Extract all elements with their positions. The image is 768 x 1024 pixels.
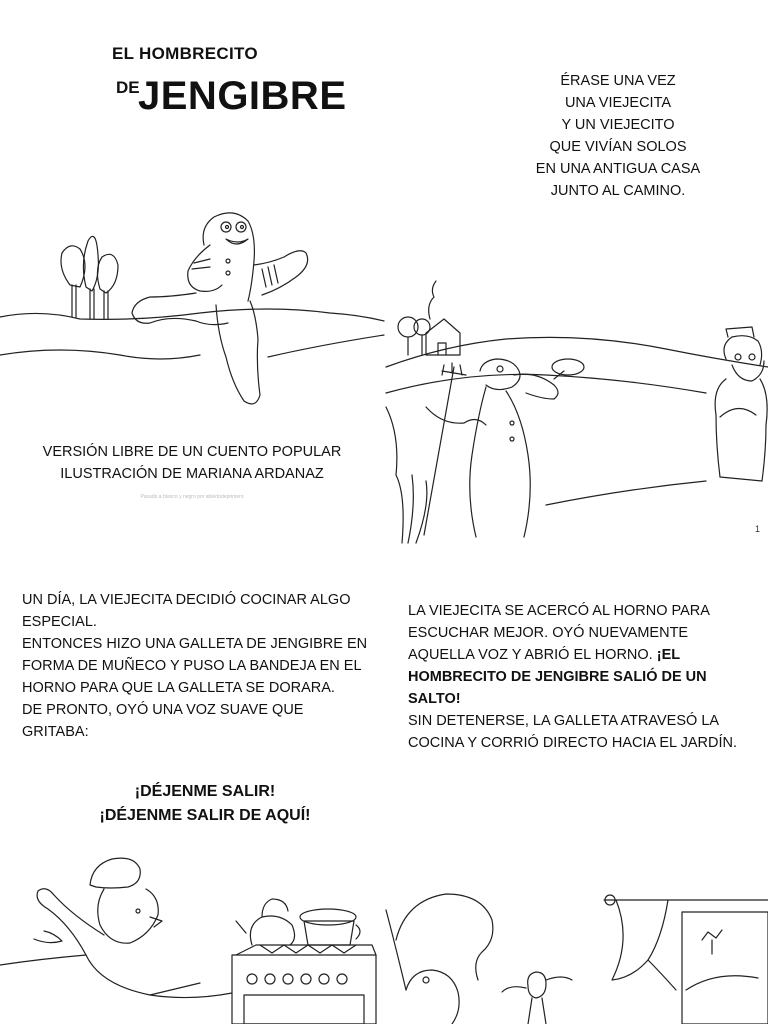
intro-line: QUE VIVÍAN SOLOS — [549, 139, 687, 155]
intro-line: UNA VIEJECITA — [564, 95, 672, 111]
intro-line: EN UNA ANTIGUA CASA — [535, 161, 701, 177]
story-line: FORMA DE MUÑECO Y PUSO LA BANDEJA EN EL — [22, 658, 362, 674]
story-line: ENTONCES HIZO UNA GALLETA DE JENGIBRE EN — [22, 636, 368, 652]
book-title-line1: EL HOMBRECITO — [112, 44, 258, 63]
credits-block — [0, 441, 384, 485]
story-line: ESPECIAL. — [22, 614, 97, 630]
story-line: HORNO PARA QUE LA GALLETA SE DORARA. — [22, 680, 335, 696]
shout-line: ¡DÉJENME SALIR DE AQUÍ! — [99, 807, 311, 824]
kitchen-oven-illustration — [0, 855, 384, 1024]
cover-gingerbread-illustration — [0, 205, 384, 415]
story-line — [408, 688, 748, 710]
intro-line: JUNTO AL CAMINO. — [550, 183, 686, 199]
book-title-de: DE — [116, 78, 140, 97]
book-title-line2: JENGIBRE — [138, 74, 347, 118]
story-paragraph-baking — [22, 589, 372, 743]
story-emphasis: ¡EL — [656, 647, 681, 663]
story-line: ESCUCHAR MEJOR. OYÓ NUEVAMENTE — [408, 625, 689, 641]
gingerbread-shout — [0, 780, 410, 828]
conversion-note: Pasado a blanco y negro por abiertodeprimero — [140, 494, 244, 500]
credits-version: VERSIÓN LIBRE DE UN CUENTO POPULAR — [42, 444, 342, 460]
story-line: LA VIEJECITA SE ACERCÓ AL HORNO PARA — [408, 603, 710, 619]
story-line: GRITABA: — [22, 724, 89, 740]
intro-line: Y UN VIEJECITO — [561, 117, 675, 133]
intro-text — [490, 70, 746, 202]
story-line: SIN DETENERSE, LA GALLETA ATRAVESÓ LA — [408, 713, 720, 729]
story-emphasis: HOMBRECITO DE JENGIBRE SALIÓ DE UN — [408, 669, 707, 685]
story-line: DE PRONTO, OYÓ UNA VOZ SUAVE QUE — [22, 702, 304, 718]
story-text: AQUELLA VOZ Y ABRIÓ EL HORNO. — [408, 647, 657, 663]
story-line: UN DÍA, LA VIEJECITA DECIDIÓ COCINAR ALGO — [22, 592, 351, 608]
story-line — [408, 644, 748, 666]
story-paragraph-escape — [408, 600, 748, 754]
old-couple-farm-illustration — [386, 275, 768, 543]
garden-window-illustration — [386, 880, 768, 1024]
story-line: COCINA Y CORRIÓ DIRECTO HACIA EL JARDÍN. — [408, 735, 738, 751]
shout-line: ¡DÉJENME SALIR! — [134, 783, 276, 800]
story-line — [408, 666, 748, 688]
story-emphasis: SALTO! — [408, 691, 461, 707]
credits-illustrator: ILUSTRACIÓN DE MARIANA ARDANAZ — [60, 466, 324, 482]
page-number: 1 — [755, 524, 761, 534]
intro-line: ÉRASE UNA VEZ — [560, 73, 676, 89]
